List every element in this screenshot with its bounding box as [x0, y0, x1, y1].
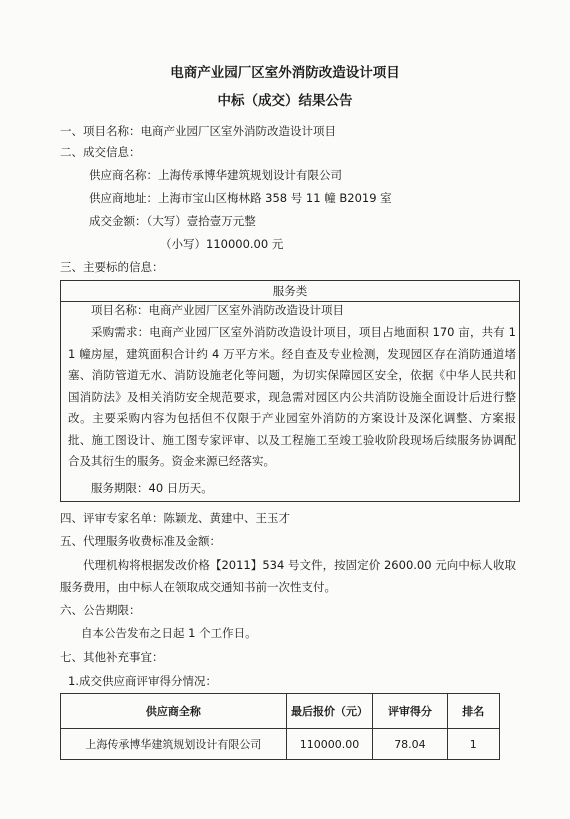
agency-fee-text: 代理机构将根据发改价格【2011】534 号文件，按固定价 2600.00 元向中标人收取服务费用，由中标人在领取成交通知书前一次性支付。: [60, 558, 516, 594]
header-final-price: 最后报价（元）: [286, 694, 373, 729]
table-row: [61, 729, 500, 760]
section-other-matters: 七、其他补充事宜：: [60, 650, 164, 664]
score-subtitle: 1.成交供应商评审得分情况：: [68, 674, 217, 688]
section-experts: 四、评审专家名单：陈颖龙、黄建中、王玉才: [60, 511, 290, 525]
supplier-name: 供应商名称：上海传承博华建筑规划设计有限公司: [89, 168, 342, 182]
header-score: 评审得分: [373, 694, 447, 729]
section-main-subject: 三、主要标的信息：: [60, 260, 164, 274]
supplier-address: 供应商地址：上海市宝山区梅林路 358 号 11 幢 B2019 室: [89, 191, 392, 205]
section-deal-info: 二、成交信息：: [60, 145, 141, 159]
cell-rank: 1: [447, 729, 499, 760]
service-requirement: 采购需求：电商产业园厂区室外消防改造设计项目，项目占地面积 170 亩，共有 11 幢房屋，建筑面积合计约 4 万平方米。经自查及专业检测，发现园区存在消防通道堵塞、消防管道无水、消防设施老化等问题，为切实保障园区安全，依据《中华人民共和国消防法》及相关消防安全规范要求，现急需对园区内公共消防设施全面设计后进行整改。主要采购内容为包括但不仅限于产业园室外消防的方案设计及深化调整、方案报批、施工图设计、施工图专家评审、以及工程施工至竣工验收阶段现场后续服务协调配合及其衍生的服务。资金来源已经落实。: [68, 325, 516, 468]
section-project-name: 一、项目名称：电商产业园厂区室外消防改造设计项目: [60, 124, 336, 138]
section-agency-fee: 五、代理服务收费标准及金额：: [60, 534, 221, 548]
section-notice-period: 六、公告期限：: [60, 603, 141, 617]
notice-period-text: 自本公告发布之日起 1 个工作日。: [81, 626, 257, 640]
deal-amount-lower: （小写）110000.00 元: [160, 237, 284, 251]
header-rank: 排名: [447, 694, 499, 729]
score-table: [60, 693, 500, 760]
score-table-header: [61, 694, 500, 729]
cell-score: 78.04: [373, 729, 447, 760]
service-project-name: 项目名称：电商产业园厂区室外消防改造设计项目: [91, 303, 344, 317]
cell-final-price: 110000.00: [286, 729, 373, 760]
header-supplier: 供应商全称: [61, 694, 287, 729]
document-title: 电商产业园厂区室外消防改造设计项目: [170, 65, 400, 81]
service-type-header: 服务类: [61, 281, 519, 302]
service-period: 服务期限：40 日历天。: [91, 481, 213, 495]
deal-amount-upper: 成交金额：（大写）壹拾壹万元整: [89, 214, 256, 228]
cell-supplier: 上海传承博华建筑规划设计有限公司: [61, 729, 287, 760]
document-subtitle: 中标（成交）结果公告: [217, 93, 353, 109]
